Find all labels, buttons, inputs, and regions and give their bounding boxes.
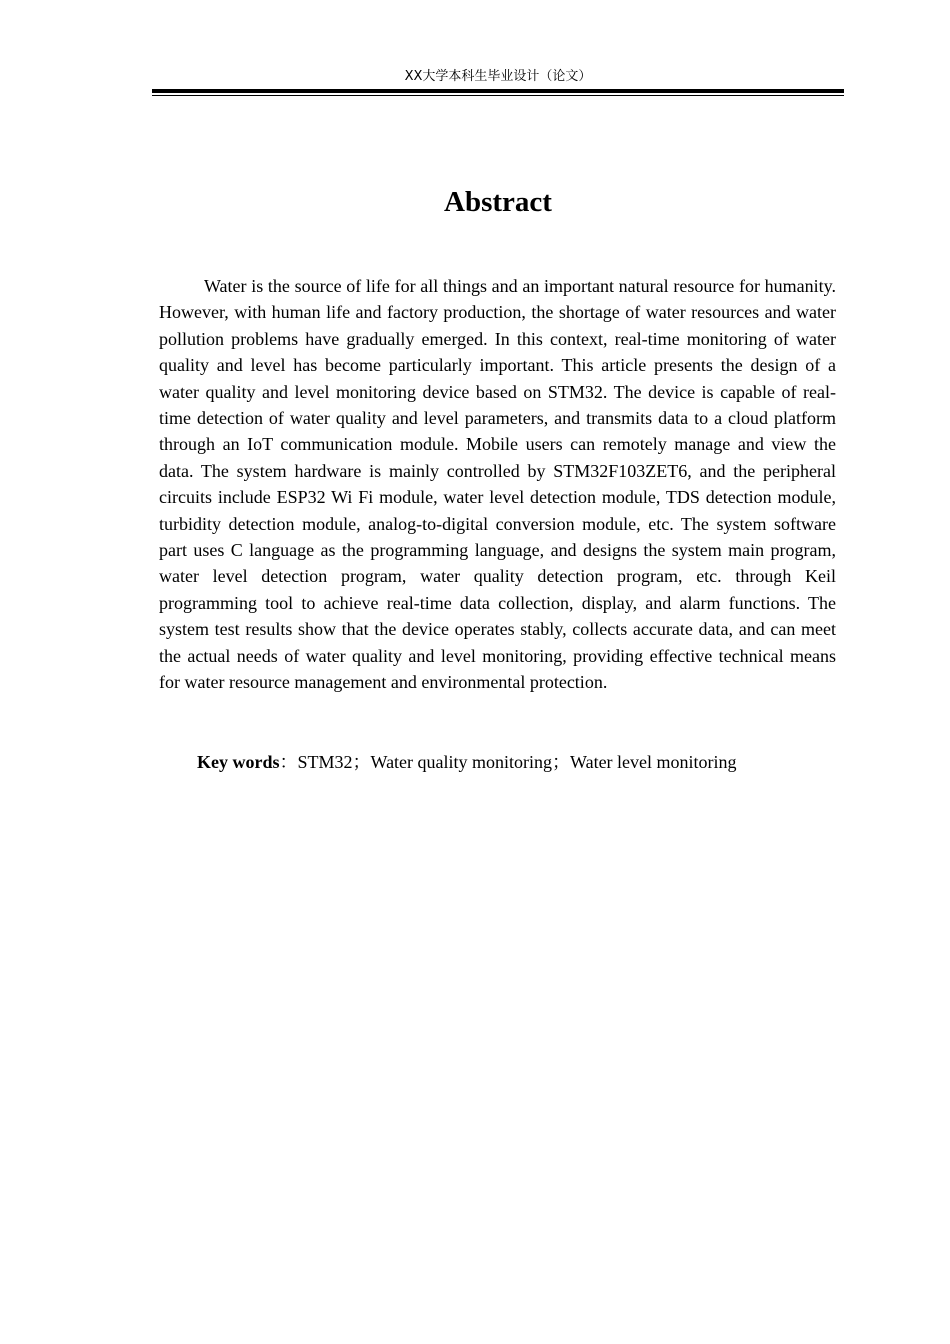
keywords-label: Key words: [197, 752, 280, 772]
keywords-line: [197, 749, 837, 775]
header-rule-thick: [152, 89, 844, 93]
keyword-item: STM32: [297, 752, 353, 772]
keyword-item: Water quality monitoring: [370, 752, 553, 772]
keyword-separator: ；: [552, 752, 571, 772]
running-header: XX大学本科生毕业设计（论文）: [404, 69, 592, 84]
abstract-title: Abstract: [444, 186, 552, 218]
keywords-colon: ：: [279, 752, 298, 772]
keyword-separator: ；: [352, 752, 371, 772]
keyword-item: Water level monitoring: [570, 752, 737, 772]
header-rule-thin: [152, 95, 844, 96]
abstract-body: Water is the source of life for all things and an important natural resource for humanity. However, with human life and factory production, the shortage of water resources and water pollution problems have gradually emerged. In this context, real-time monitoring of water quality and level has become particularly important. This article presents the design of a water quality and level monitoring device based on STM32. The device is capable of real-time detection of water quality and level parameters, and transmits data to a cloud platform through an IoT communication module. Mobile users can remotely manage and view the data. The system hardware is mainly controlled by STM32F103ZET6, and the peripheral circuits include ESP32 Wi Fi module, water level detection module, TDS detection module, turbidity detection module, analog-to-digital conversion module, etc. The system software part uses C language as the programming language, and designs the system main program, water level detection program, water quality detection program, etc. through Keil programming tool to achieve real-time data collection, display, and alarm functions. The system test results show that the device operates stably, collects accurate data, and can meet the actual needs of water quality and level monitoring, providing effective technical means for water resource management and environmental protection.: [159, 276, 836, 693]
